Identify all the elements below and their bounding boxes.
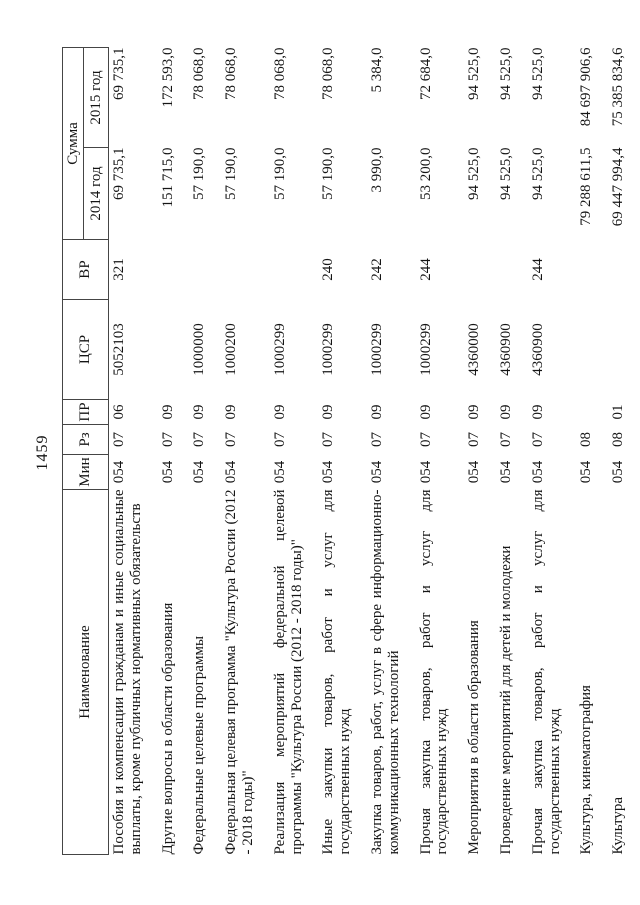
column-header-vr: ВР bbox=[63, 240, 109, 300]
row-pr-cell: 09 bbox=[320, 404, 337, 420]
row-amount-2015-cell: 69 735,1 bbox=[111, 47, 127, 100]
row-amount-2014-cell: 151 715,0 bbox=[159, 147, 176, 208]
row-pr-cell: 09 bbox=[223, 404, 240, 420]
column-header-summa: Сумма bbox=[63, 47, 84, 239]
row-amount-2014-cell: 57 190,0 bbox=[271, 147, 288, 200]
row-name-cell: Культура, кинематография bbox=[578, 685, 595, 855]
row-vr-cell bbox=[189, 240, 221, 300]
row-amount-2014-cell: 53 200,0 bbox=[417, 147, 434, 200]
row-min-cell: 054 bbox=[320, 460, 337, 484]
row-vr-cell bbox=[608, 240, 640, 300]
row-amount-2015-cell: 78 068,0 bbox=[223, 47, 240, 100]
row-csr-cell: 4360000 bbox=[466, 323, 483, 376]
row-min-cell: 054 bbox=[368, 460, 385, 484]
row-csr-cell: 1000299 bbox=[271, 323, 288, 376]
row-pr-cell: 09 bbox=[191, 404, 208, 420]
row-amount-2014-cell: 94 525,0 bbox=[529, 147, 546, 200]
row-min-cell: 054 bbox=[159, 460, 176, 484]
row-name-cell: Мероприятия в области образования bbox=[466, 620, 483, 855]
row-rz-cell: 08 bbox=[610, 432, 627, 447]
table-row bbox=[496, 47, 528, 854]
row-amount-2015-cell: 78 068,0 bbox=[320, 47, 337, 100]
row-name-cell: Прочая закупка товаров, работ и услуг для государственных нужд bbox=[529, 489, 563, 855]
row-rz-cell: 08 bbox=[578, 432, 595, 447]
row-rz-cell: 07 bbox=[497, 432, 514, 447]
row-name-cell: Культура bbox=[610, 797, 627, 855]
row-min-cell: 054 bbox=[417, 460, 434, 484]
row-rz-cell: 07 bbox=[417, 432, 434, 447]
row-amount-2015-cell: 94 525,0 bbox=[466, 47, 483, 100]
row-amount-2014-cell: 69 447 994,4 bbox=[610, 147, 627, 227]
row-csr-cell: 1000299 bbox=[417, 323, 434, 376]
row-amount-2015-cell: 5 384,0 bbox=[368, 47, 385, 93]
row-vr-cell: 321 bbox=[111, 258, 127, 281]
row-amount-2014-cell: 69 735,1 bbox=[111, 147, 127, 200]
row-vr-cell: 240 bbox=[320, 258, 337, 281]
row-rz-cell: 07 bbox=[223, 432, 240, 447]
row-rz-cell: 07 bbox=[320, 432, 337, 447]
table-row bbox=[367, 47, 416, 854]
column-header-year-2014: 2014 год bbox=[84, 148, 109, 240]
row-pr-cell: 09 bbox=[159, 404, 176, 420]
row-name-cell: Пособия и компенсации гражданам и иные социальные выплаты, кроме публичных нормативных обязательств bbox=[111, 489, 144, 855]
row-amount-2015-cell: 78 068,0 bbox=[191, 47, 208, 100]
column-header-csr: ЦСР bbox=[63, 300, 109, 400]
table-row bbox=[416, 47, 465, 854]
row-amount-2015-cell: 94 525,0 bbox=[529, 47, 546, 100]
row-amount-2015-cell: 72 684,0 bbox=[417, 47, 434, 100]
row-pr-cell bbox=[576, 400, 608, 425]
row-name-cell: Реализация мероприятий федеральной целевой программы "Культура России (2012 - 2018 годы)" bbox=[271, 489, 305, 855]
header-row-top bbox=[63, 47, 84, 854]
row-rz-cell: 07 bbox=[191, 432, 208, 447]
row-pr-cell: 01 bbox=[610, 404, 627, 420]
row-vr-cell bbox=[576, 240, 608, 300]
row-csr-cell: 1000299 bbox=[320, 323, 337, 376]
row-csr-cell: 1000299 bbox=[368, 323, 385, 376]
row-amount-2014-cell: 94 525,0 bbox=[466, 147, 483, 200]
row-amount-2014-cell: 57 190,0 bbox=[223, 147, 240, 200]
row-min-cell: 054 bbox=[111, 460, 127, 484]
row-rz-cell: 07 bbox=[159, 432, 176, 447]
row-vr-cell: 244 bbox=[417, 258, 434, 281]
row-amount-2014-cell: 79 288 611,5 bbox=[578, 147, 595, 226]
row-amount-2014-cell: 57 190,0 bbox=[191, 147, 208, 200]
row-name-cell: Проведение мероприятий для детей и молодежи bbox=[497, 545, 514, 855]
row-min-cell: 054 bbox=[191, 460, 208, 484]
row-pr-cell: 09 bbox=[417, 404, 434, 420]
row-rz-cell: 07 bbox=[466, 432, 483, 447]
row-rz-cell: 07 bbox=[529, 432, 546, 447]
row-amount-2015-cell: 172 593,0 bbox=[159, 47, 176, 108]
row-amount-2015-cell: 78 068,0 bbox=[271, 47, 288, 100]
row-vr-cell: 242 bbox=[368, 258, 385, 281]
row-rz-cell: 07 bbox=[368, 432, 385, 447]
row-csr-cell: 4360900 bbox=[529, 323, 546, 376]
row-min-cell: 054 bbox=[610, 460, 627, 484]
row-vr-cell bbox=[270, 240, 319, 300]
row-pr-cell: 06 bbox=[111, 404, 127, 420]
row-min-cell: 054 bbox=[578, 460, 595, 484]
row-min-cell: 054 bbox=[223, 460, 240, 484]
row-vr-cell bbox=[221, 240, 270, 300]
column-header-name: Наименование bbox=[63, 490, 109, 855]
table-row bbox=[109, 47, 158, 854]
column-header-min: Мин bbox=[63, 455, 109, 490]
row-amount-2015-cell: 94 525,0 bbox=[497, 47, 514, 100]
row-rz-cell: 07 bbox=[111, 432, 127, 447]
row-pr-cell: 09 bbox=[466, 404, 483, 420]
table-row bbox=[608, 47, 640, 854]
budget-table bbox=[62, 47, 640, 855]
row-name-cell: Федеральная целевая программа "Культура России (2012 - 2018 годы)" bbox=[223, 489, 256, 855]
table-row bbox=[318, 47, 367, 854]
table-row bbox=[576, 47, 608, 854]
row-amount-2014-cell: 94 525,0 bbox=[497, 147, 514, 200]
table-row bbox=[528, 47, 577, 854]
row-csr-cell bbox=[158, 300, 190, 400]
page-number: 1459 bbox=[34, 434, 51, 471]
row-name-cell: Прочая закупка товаров, работ и услуг для государственных нужд bbox=[417, 489, 451, 855]
table-row bbox=[189, 47, 221, 854]
column-header-year-2015: 2015 год bbox=[84, 47, 109, 147]
row-vr-cell: 244 bbox=[529, 258, 546, 281]
table-row bbox=[158, 47, 190, 854]
row-csr-cell: 5052103 bbox=[111, 323, 127, 376]
row-name-cell: Другие вопросы в области образования bbox=[159, 602, 176, 855]
row-csr-cell: 1000200 bbox=[223, 323, 240, 376]
row-rz-cell: 07 bbox=[271, 432, 288, 447]
row-min-cell: 054 bbox=[497, 460, 514, 484]
row-pr-cell: 09 bbox=[271, 404, 288, 420]
column-header-rz: Рз bbox=[63, 425, 109, 455]
row-vr-cell bbox=[464, 240, 496, 300]
row-csr-cell: 1000000 bbox=[191, 323, 208, 376]
row-csr-cell bbox=[608, 300, 640, 400]
row-amount-2015-cell: 75 385 834,6 bbox=[610, 47, 627, 127]
row-csr-cell: 4360900 bbox=[497, 323, 514, 376]
table-body bbox=[109, 47, 640, 854]
row-vr-cell bbox=[158, 240, 190, 300]
row-amount-2014-cell: 57 190,0 bbox=[320, 147, 337, 200]
row-min-cell: 054 bbox=[529, 460, 546, 484]
table-row bbox=[221, 47, 270, 854]
row-min-cell: 054 bbox=[466, 460, 483, 484]
row-vr-cell bbox=[496, 240, 528, 300]
table-row bbox=[270, 47, 319, 854]
column-header-pr: ПР bbox=[63, 400, 109, 425]
row-amount-2014-cell: 3 990,0 bbox=[368, 147, 385, 193]
row-csr-cell bbox=[576, 300, 608, 400]
row-amount-2015-cell: 84 697 906,6 bbox=[578, 47, 595, 127]
row-pr-cell: 09 bbox=[529, 404, 546, 420]
row-name-cell: Закупка товаров, работ, услуг в сфере информационно-коммуникационных технологий bbox=[368, 489, 402, 855]
row-name-cell: Иные закупки товаров, работ и услуг для государственных нужд bbox=[320, 489, 354, 855]
table-row bbox=[464, 47, 496, 854]
row-name-cell: Федеральные целевые программы bbox=[191, 635, 208, 855]
row-pr-cell: 09 bbox=[497, 404, 514, 420]
row-pr-cell: 09 bbox=[368, 404, 385, 420]
row-min-cell: 054 bbox=[271, 460, 288, 484]
